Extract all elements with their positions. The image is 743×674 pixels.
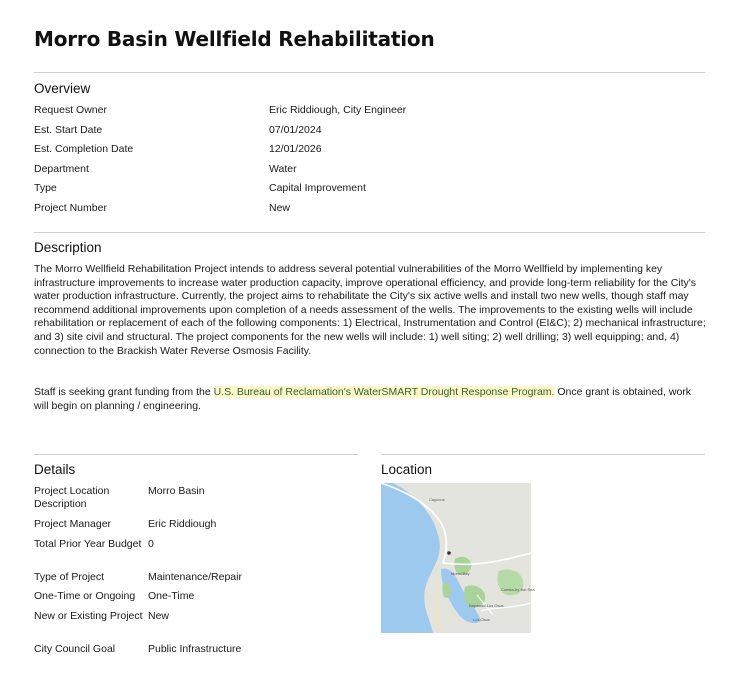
details-label: Project Manager xyxy=(34,518,112,530)
overview-label: Project Number xyxy=(34,202,107,214)
page-title: Morro Basin Wellfield Rehabilitation xyxy=(34,27,435,51)
details-value: 0 xyxy=(148,538,154,550)
map-label: Morro Bay xyxy=(451,571,470,576)
description-paragraph xyxy=(34,386,706,413)
details-value: Maintenance/Repair xyxy=(148,571,242,583)
divider xyxy=(34,72,705,73)
overview-label: Est. Completion Date xyxy=(34,143,134,155)
grant-text: Once grant is obtained, work will begin on planning / engineering. xyxy=(34,386,692,412)
location-heading: Location xyxy=(381,462,433,477)
details-value: Morro Basin xyxy=(148,485,205,497)
overview-label: Type xyxy=(34,182,57,194)
details-value: Public Infrastructure xyxy=(148,643,242,655)
details-label: New or Existing Project xyxy=(34,610,143,622)
details-value: One-Time xyxy=(148,590,195,602)
map-label: Los Osos xyxy=(473,617,490,622)
overview-label: Department xyxy=(34,163,89,175)
description-body xyxy=(34,263,706,413)
details-value: New xyxy=(148,610,170,622)
overview-value: Capital Improvement xyxy=(269,182,366,194)
description-heading: Description xyxy=(34,240,102,255)
divider xyxy=(34,232,705,233)
overview-value: 07/01/2024 xyxy=(269,124,322,136)
overview-value: Eric Riddiough, City Engineer xyxy=(269,104,407,116)
overview-value: Water xyxy=(269,163,297,175)
description-paragraph: The Morro Wellfield Rehabilitation Project intends to address several potential vulnerabilities of the Morro Wellfield by implementing key infrastructure improvements to increase water production capacity, improve operational efficiency, and provide long-term reliability for the City's water production infrastructure. Currently, the project aims to rehabilitate the City's six active wells and install two new wells, though staff may recommend additional improvements upon completion of a needs assessment of the wells. The improvements to the existing wells will include rehabilitation or replacement of each of the following components: 1) Electrical, Instrumentation and Control (EI&C); 2) mechanical infrastructure; and 3) site civil and structural. The project components for the new wells will include: 1) well siting; 2) well drilling; 3) well equipping; and, 4) connection to the Brackish Water Reverse Osmosis Facility. xyxy=(34,263,706,357)
overview-value: New xyxy=(269,202,291,214)
map-label: Cuesta-by-the-Sea xyxy=(501,587,535,592)
details-heading: Details xyxy=(34,462,76,477)
map-graphic xyxy=(381,483,531,633)
details-label: Total Prior Year Budget xyxy=(34,538,142,550)
overview-value: 12/01/2026 xyxy=(269,143,322,155)
location-map[interactable] xyxy=(381,483,535,633)
overview-label: Request Owner xyxy=(34,104,107,116)
details-label: City Council Goal xyxy=(34,643,116,655)
details-label: One-Time or Ongoing xyxy=(34,590,136,602)
details-label: Project Location Description xyxy=(34,485,110,511)
grant-program-link[interactable]: U.S. Bureau of Reclamation's WaterSMART Drought Response Program. xyxy=(213,386,555,399)
details-label: Type of Project xyxy=(34,571,105,583)
divider xyxy=(381,454,705,455)
overview-heading: Overview xyxy=(34,81,91,96)
map-label: Baywood-Los Osos xyxy=(469,603,504,608)
grant-text: Staff is seeking grant funding from the xyxy=(34,386,214,399)
details-value: Eric Riddiough xyxy=(148,518,217,530)
overview-label: Est. Start Date xyxy=(34,124,103,136)
map-label: Cayucos xyxy=(429,497,445,502)
divider xyxy=(34,454,358,455)
